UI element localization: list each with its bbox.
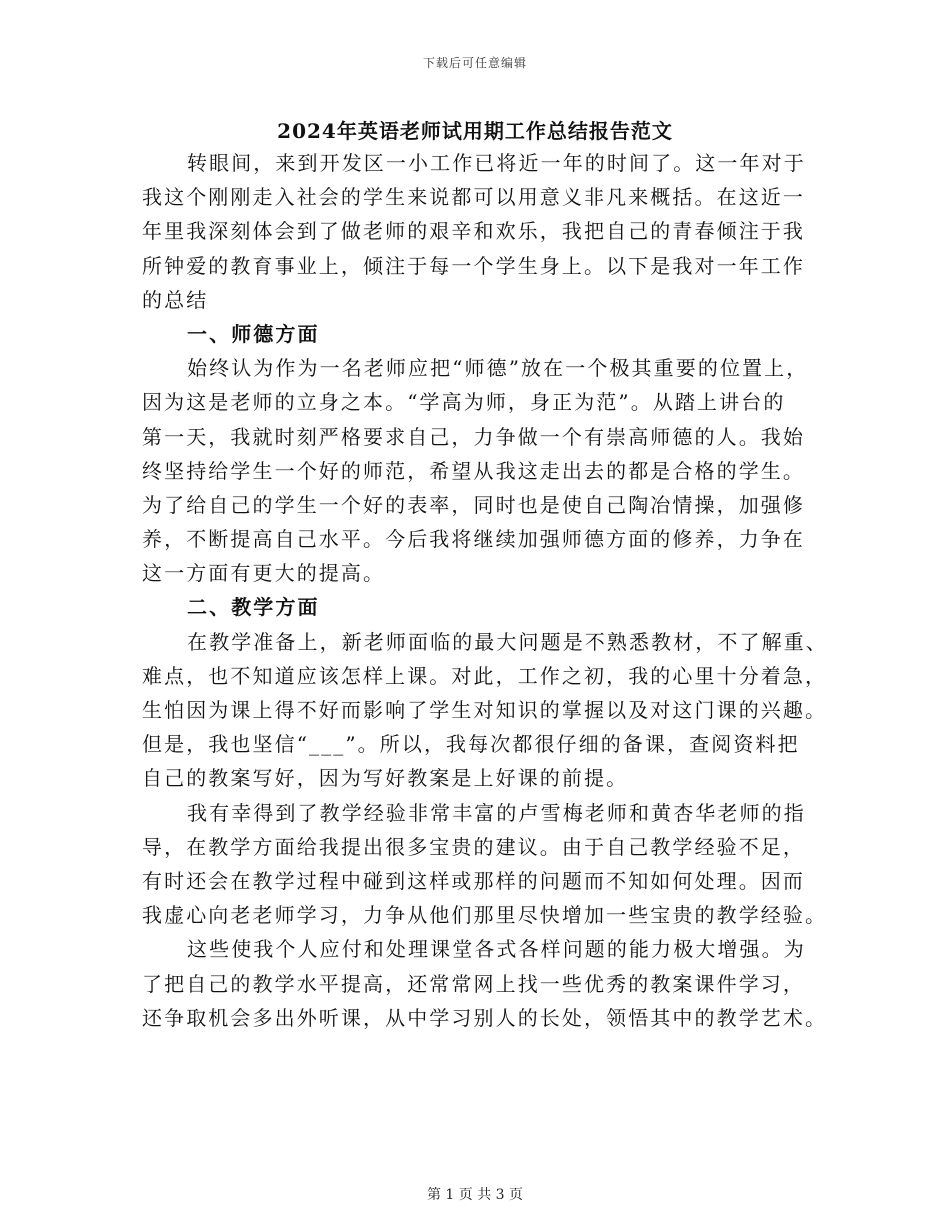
paragraph-line: 这些使我个人应付和处理课堂各式各样问题的能力极大增强。为 [187, 937, 806, 962]
paragraph-line: 养，不断提高自己水平。今后我将继续加强师德方面的修养，力争在 [142, 527, 805, 552]
paragraph-line: 生怕因为课上得不好而影响了学生对知识的掌握以及对这门课的兴趣。 [142, 698, 828, 722]
paragraph-line: 为了给自己的学生一个好的表率，同时也是使自己陶冶情操，加强修 [142, 492, 805, 517]
paragraph-line: 自己的教案写好，因为写好教案是上好课的前提。 [142, 766, 629, 791]
paragraph-line: 难点，也不知道应该怎样上课。对此，工作之初，我的心里十分着急， [142, 663, 828, 688]
paragraph-line: 还争取机会多出外听课，从中学习别人的长处，领悟其中的教学艺术。 [142, 1005, 828, 1030]
paragraph-line: 在教学准备上，新老师面临的最大问题是不熟悉教材，不了解重、 [187, 629, 828, 654]
document-body [142, 146, 828, 1035]
paragraph-line: 了把自己的教学水平提高，还常常网上找一些优秀的教案课件学习， [142, 971, 805, 996]
page-footer: 第 1 页 共 3 页 [426, 1187, 524, 1203]
paragraph-line: 年里我深刻体会到了做老师的艰辛和欢乐，我把自己的青春倾注于我 [142, 219, 805, 244]
paragraph-line: 我这个刚刚走入社会的学生来说都可以用意义非凡来概括。在这近一 [142, 185, 805, 210]
paragraph-line: 这一方面有更大的提高。 [142, 561, 386, 586]
paragraph-line: 有时还会在教学过程中碰到这样或那样的问题而不知如何处理。因而 [142, 868, 805, 893]
paragraph-line: 我虚心向老老师学习，力争从他们那里尽快增加一些宝贵的教学经验。 [142, 903, 828, 928]
paragraph-line: 我有幸得到了教学经验非常丰富的卢雪梅老师和黄杏华老师的指 [187, 800, 806, 825]
paragraph-line: 因为这是老师的立身之本。“学高为师，身正为范”。从踏上讲台的 [142, 390, 786, 415]
paragraph-line: 终坚持给学生一个好的师范，希望从我这走出去的都是合格的学生。 [142, 458, 805, 483]
page-header: 下载后可任意编辑 [422, 56, 527, 70]
document-title: 2024年英语老师试用期工作总结报告范文 [277, 119, 673, 143]
paragraph-line: 始终认为作为一名老师应把“师德”放在一个极其重要的位置上， [187, 356, 809, 381]
section-heading: 一、师德方面 [187, 321, 320, 346]
paragraph-line: 所钟爱的教育事业上，倾注于每一个学生身上。以下是我对一年工作 [142, 253, 805, 278]
paragraph-line: 的总结 [142, 287, 209, 312]
paragraph-line: 转眼间，来到开发区一小工作已将近一年的时间了。这一年对于 [187, 151, 806, 175]
section-heading: 二、教学方面 [187, 595, 320, 620]
paragraph-line: 但是，我也坚信“___”。所以，我每次都很仔细的备课，查阅资料把 [142, 732, 800, 757]
paragraph-line: 导，在教学方面给我提出很多宝贵的建议。由于自己教学经验不足， [142, 834, 805, 859]
paragraph-line: 第一天，我就时刻严格要求自己，力争做一个有崇高师德的人。我始 [142, 424, 805, 449]
